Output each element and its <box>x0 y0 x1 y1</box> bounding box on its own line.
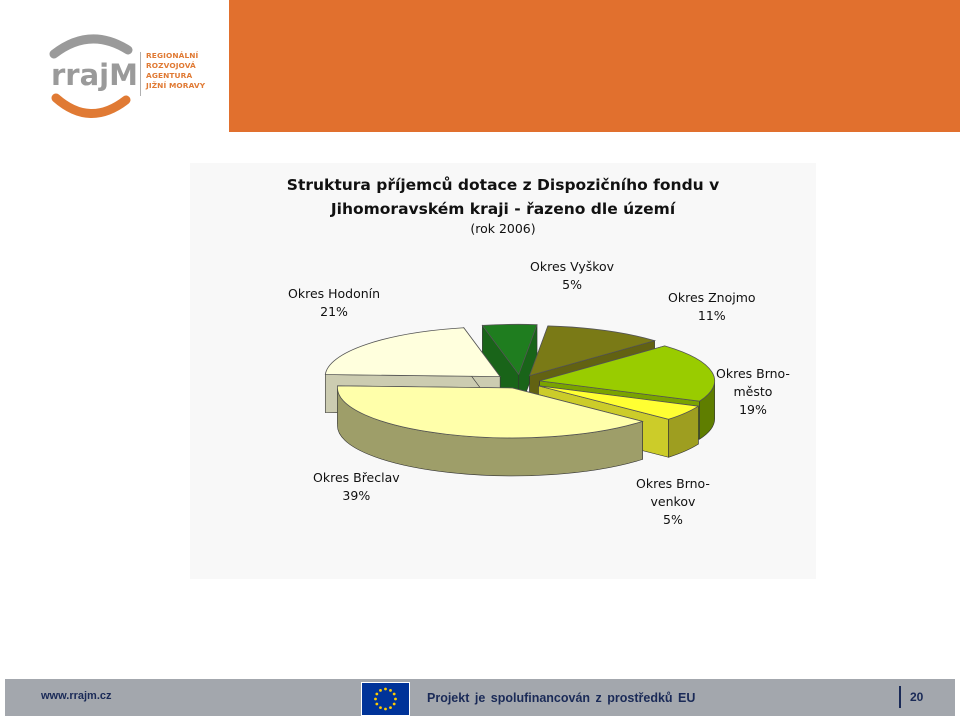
eu-star-icon <box>384 688 387 691</box>
eu-flag-icon <box>361 682 410 716</box>
footer-bar <box>5 679 955 716</box>
slice-name: Okres Vyškov <box>530 259 615 274</box>
eu-star-icon <box>374 698 377 701</box>
eu-star-icon <box>394 698 397 701</box>
slice-name: Okres Břeclav <box>313 470 400 485</box>
slice-label-brno-mesto <box>716 365 790 419</box>
slice-name: Okres Znojmo <box>668 290 756 305</box>
footer-url-link[interactable]: www.rrajm.cz <box>41 690 112 702</box>
eu-star-icon <box>384 708 387 711</box>
chart-title-line: Struktura příjemců dotace z Dispozičního fondu v <box>286 176 720 194</box>
eu-star-icon <box>393 703 396 706</box>
slice-label-brno-venkov <box>636 475 710 529</box>
slice-label-znojmo <box>668 289 756 325</box>
slice-name: Okres Brno- <box>636 476 710 491</box>
slice-value: 39% <box>342 488 371 503</box>
logo-line: ROZVOJOVÁ <box>146 61 196 70</box>
footer-divider <box>899 686 901 708</box>
slice-label-breclav <box>313 469 400 505</box>
slice-value: 19% <box>739 402 767 417</box>
footer-project-text: Projekt je spolufinancován z prostředků EU <box>427 691 696 705</box>
eu-star-icon <box>375 703 378 706</box>
slice-name: město <box>733 384 773 399</box>
logo-line: JIŽNÍ MORAVY <box>146 81 206 90</box>
eu-star-icon <box>379 706 382 709</box>
slice-value: 5% <box>562 277 582 292</box>
slice-label-vyskov <box>530 258 614 294</box>
logo-wordmark: rrajM <box>51 58 138 92</box>
slice-value: 21% <box>320 304 348 319</box>
slice-label-hodonin <box>288 285 380 321</box>
chart-subtitle: (rok 2006) <box>470 221 536 236</box>
slice-name: Okres Brno- <box>716 366 790 381</box>
eu-star-icon <box>393 693 396 696</box>
slice-value: 11% <box>697 308 726 323</box>
slice-name: venkov <box>650 494 696 509</box>
logo-line: REGIONÁLNÍ <box>146 51 199 60</box>
logo-line: AGENTURA <box>146 71 193 80</box>
eu-star-icon <box>389 706 392 709</box>
eu-star-icon <box>379 689 382 692</box>
eu-star-icon <box>389 689 392 692</box>
slice-value: 5% <box>663 512 683 527</box>
page-number: 20 <box>910 690 924 704</box>
chart-title-line: Jihomoravském kraji - řazeno dle území <box>330 200 676 218</box>
eu-star-icon <box>375 693 378 696</box>
slice-name: Okres Hodonín <box>288 286 381 301</box>
